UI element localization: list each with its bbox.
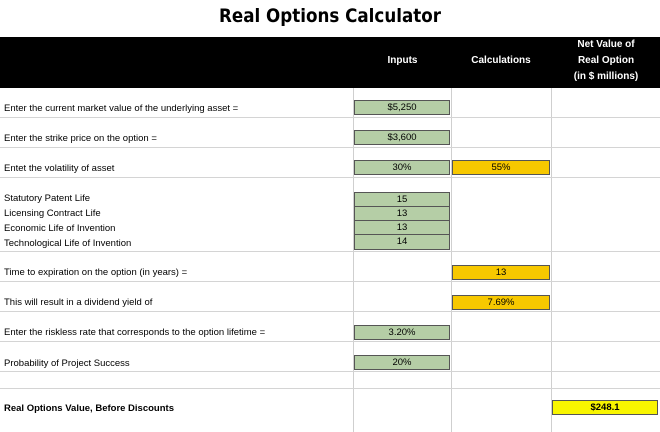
label-probability-success: Probability of Project Success <box>4 358 130 369</box>
statutory-patent-life-input[interactable]: 15 <box>354 192 450 207</box>
volatility-calculation: 55% <box>452 160 550 175</box>
label-dividend-yield: This will result in a dividend yield of <box>4 297 153 308</box>
licensing-contract-life-input[interactable]: 13 <box>354 206 450 221</box>
gridline <box>0 177 660 178</box>
gridline <box>0 341 660 342</box>
header-net-value-line1: Net Value of <box>577 39 635 50</box>
economic-life-input[interactable]: 13 <box>354 220 450 235</box>
probability-success-input[interactable]: 20% <box>354 355 450 370</box>
label-statutory-patent-life: Statutory Patent Life <box>4 193 91 204</box>
time-to-expiration-calculation: 13 <box>452 265 550 280</box>
label-strike-price: Enter the strike price on the option = <box>4 133 157 144</box>
header-net-value-line2: Real Option <box>577 55 635 66</box>
label-licensing-contract-life: Licensing Contract Life <box>4 208 101 219</box>
label-market-value: Enter the current market value of the underlying asset = <box>4 103 239 114</box>
gridline <box>0 311 660 312</box>
gridline <box>0 388 660 389</box>
riskless-rate-input[interactable]: 3.20% <box>354 325 450 340</box>
gridline <box>451 88 452 432</box>
gridline <box>0 147 660 148</box>
volatility-input[interactable]: 30% <box>354 160 450 175</box>
dividend-yield-calculation: 7.69% <box>452 295 550 310</box>
page-title: Real Options Calculator <box>219 5 441 27</box>
strike-price-input[interactable]: $3,600 <box>354 130 450 145</box>
real-options-value-result: $248.1 <box>552 400 658 415</box>
column-header-bar <box>0 37 660 88</box>
header-calculations: Calculations <box>471 55 531 66</box>
label-technological-life: Technological Life of Invention <box>4 238 132 249</box>
gridline <box>551 88 552 432</box>
label-riskless-rate: Enter the riskless rate that corresponds to the option lifetime = <box>4 327 266 338</box>
label-volatility: Entet the volatility of asset <box>4 163 115 174</box>
gridline <box>0 371 660 372</box>
label-economic-life: Economic Life of Invention <box>4 223 116 234</box>
market-value-input[interactable]: $5,250 <box>354 100 450 115</box>
header-inputs: Inputs <box>387 55 418 66</box>
gridline <box>0 117 660 118</box>
gridline <box>0 251 660 252</box>
technological-life-input[interactable]: 14 <box>354 234 450 250</box>
label-time-to-expiration: Time to expiration on the option (in years) = <box>4 267 188 278</box>
label-real-options-value: Real Options Value, Before Discounts <box>4 403 174 414</box>
header-net-value-line3: (in $ millions) <box>573 71 639 82</box>
gridline <box>0 281 660 282</box>
